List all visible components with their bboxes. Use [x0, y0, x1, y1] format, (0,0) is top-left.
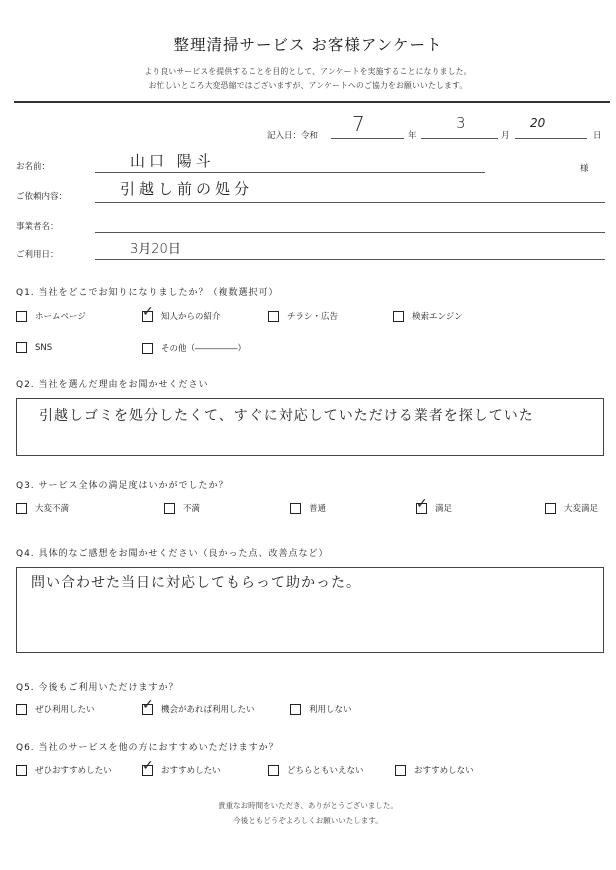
name-suffix: 様: [580, 164, 589, 174]
option-label: 大変満足: [564, 504, 599, 514]
q1-option-homepage[interactable]: [16, 310, 86, 322]
checkbox-icon[interactable]: [545, 503, 556, 514]
q1-title: Q1. 当社をどこでお知りになりましたか？（複数選択可）: [16, 288, 279, 298]
checkbox-icon[interactable]: [164, 503, 175, 514]
q4-answer-box[interactable]: [16, 567, 604, 653]
option-label: ぜひおすすめしたい: [35, 766, 112, 776]
intro-line-2: お忙しいところ大変恐縮ではございますが、アンケートへのご協力をお願いいたします。: [148, 81, 468, 90]
entry-date-label: 記入日：令和: [267, 131, 319, 141]
checkbox-icon[interactable]: [290, 704, 301, 715]
survey-title: 整理清掃サービス お客様アンケート: [173, 36, 443, 54]
checked-checkbox-icon[interactable]: [142, 704, 153, 715]
use-date-label: ご利用日：: [16, 250, 59, 260]
q6-option-recommend[interactable]: [142, 764, 221, 776]
day-unit: 日: [593, 131, 602, 141]
option-label: 普通: [309, 504, 327, 514]
option-label: 満足: [435, 504, 453, 514]
request-line: [95, 202, 605, 203]
request-label: ご依頼内容：: [16, 192, 68, 202]
name-line: [95, 172, 485, 173]
entry-month-input[interactable]: 3: [456, 114, 466, 132]
checkbox-icon[interactable]: [395, 765, 406, 776]
checked-checkbox-icon[interactable]: [142, 311, 153, 322]
checked-checkbox-icon[interactable]: [416, 503, 427, 514]
q6-option-not-recommend[interactable]: [395, 764, 474, 776]
business-line: [95, 232, 605, 233]
q5-option-will-not[interactable]: [290, 703, 352, 715]
entry-year-input[interactable]: 7: [352, 112, 365, 136]
name-input[interactable]: 山口 陽斗: [130, 152, 215, 170]
q4-answer-text: 問い合わせた当日に対応してもらって助かった。: [31, 575, 361, 591]
checkbox-icon[interactable]: [16, 311, 27, 322]
month-line: [421, 138, 498, 139]
option-label: チラシ・広告: [287, 312, 339, 322]
entry-day-input[interactable]: 20: [530, 116, 546, 130]
checkbox-icon[interactable]: [16, 765, 27, 776]
checkbox-icon[interactable]: [268, 765, 279, 776]
footer-line-1: 貴重なお時間をいただき、ありがとうございました。: [218, 801, 398, 810]
q5-option-if-opportunity[interactable]: [142, 703, 255, 715]
day-line: [515, 138, 587, 139]
q2-answer-text: 引越しゴミを処分したくて、すぐに対応していただける業者を探していた: [39, 408, 534, 424]
q5-option-definitely[interactable]: [16, 703, 95, 715]
q5-title: Q5. 今後もご利用いただけますか？: [16, 683, 179, 693]
checkbox-icon[interactable]: [290, 503, 301, 514]
header-divider: [14, 101, 610, 103]
checkbox-icon[interactable]: [268, 311, 279, 322]
checkbox-icon[interactable]: [16, 503, 27, 514]
option-label: 利用しない: [309, 705, 352, 715]
q1-option-flyer[interactable]: [268, 310, 338, 322]
q2-answer-box[interactable]: [16, 398, 604, 456]
checkbox-icon[interactable]: [16, 342, 27, 353]
year-line: [331, 138, 404, 139]
q3-title: Q3. サービス全体の満足度はいかがでしたか？: [16, 481, 229, 491]
q2-title: Q2. 当社を選んだ理由をお聞かせください: [16, 380, 209, 390]
footer-line-2: 今後ともどうぞよろしくお願いいたします。: [233, 816, 383, 825]
checkbox-icon[interactable]: [142, 343, 153, 354]
q6-option-neutral[interactable]: [268, 764, 364, 776]
option-label: 検索エンジン: [412, 312, 463, 322]
option-label: おすすめしない: [414, 766, 474, 776]
option-label: SNS: [35, 342, 53, 353]
option-label: その他（―――――）: [161, 344, 247, 354]
checkbox-icon[interactable]: [16, 704, 27, 715]
q3-option-very-dissatisfied[interactable]: [16, 502, 69, 514]
request-input[interactable]: 引越し前の処分: [120, 180, 254, 198]
use-date-line: [95, 259, 605, 260]
q6-title: Q6. 当社のサービスを他の方におすすめいただけますか？: [16, 743, 279, 753]
option-label: おすすめしたい: [161, 766, 221, 776]
year-unit: 年: [408, 131, 417, 141]
q3-option-very-satisfied[interactable]: [545, 502, 598, 514]
option-label: ぜひ利用したい: [35, 705, 95, 715]
q3-option-satisfied[interactable]: [416, 502, 452, 514]
option-label: 知人からの紹介: [161, 312, 221, 322]
q1-option-other[interactable]: [142, 342, 246, 354]
option-label: 不満: [183, 504, 201, 514]
option-label: どちらともいえない: [287, 766, 364, 776]
intro-line-1: より良いサービスを提供することを目的として、アンケートを実施することになりました。: [144, 67, 472, 76]
business-label: 事業者名：: [16, 222, 59, 232]
q6-option-strongly-recommend[interactable]: [16, 764, 112, 776]
q1-option-search-engine[interactable]: [393, 310, 463, 322]
q3-option-dissatisfied[interactable]: [164, 502, 200, 514]
checkbox-icon[interactable]: [393, 311, 404, 322]
name-label: お名前：: [16, 162, 51, 172]
option-label: ホームページ: [35, 312, 86, 322]
q1-option-referral[interactable]: [142, 310, 221, 322]
q1-option-sns[interactable]: [16, 342, 52, 353]
option-label: 機会があれば利用したい: [161, 705, 255, 715]
use-date-input[interactable]: 3月20日: [130, 242, 181, 257]
q4-title: Q4. 具体的なご感想をお聞かせください（良かった点、改善点など）: [16, 549, 329, 559]
option-label: 大変不満: [35, 504, 70, 514]
month-unit: 月: [501, 131, 510, 141]
q3-option-neutral[interactable]: [290, 502, 326, 514]
checked-checkbox-icon[interactable]: [142, 765, 153, 776]
